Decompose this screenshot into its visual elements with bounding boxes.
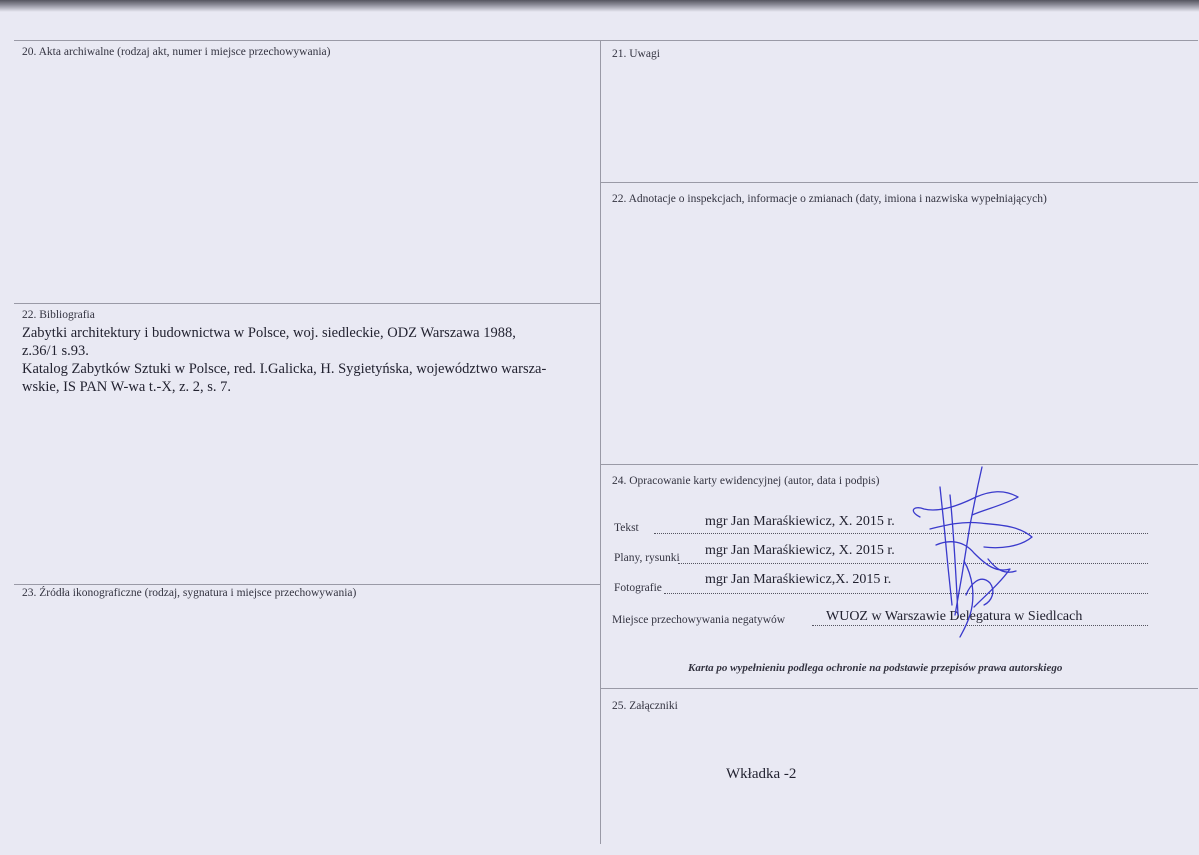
rule-24-25 [601, 688, 1198, 689]
rule-21-22 [601, 182, 1198, 183]
attachments-content: Wkładka -2 [726, 766, 797, 782]
bibliography-line: Zabytki architektury i budownictwa w Polsce, woj. siedleckie, ODZ Warszawa 1988, [22, 325, 516, 341]
negatives-label: Miejsce przechowywania negatywów [612, 614, 786, 626]
section-22-adnotacje-label: 22. Adnotacje o inspekcjach, informacje o zmianach (daty, imiona i nazwiska wypełniających) [612, 193, 1047, 205]
top-rule [14, 40, 1198, 41]
row-label-tekst: Tekst [614, 522, 639, 534]
scan-top-edge [0, 0, 1199, 12]
section-20-label: 20. Akta archiwalne (rodzaj akt, numer i miejsce przechowywania) [22, 46, 331, 58]
center-divider [600, 40, 601, 844]
row-label-fotografie: Fotografie [614, 582, 662, 594]
row-value-tekst: mgr Jan Maraśkiewicz, X. 2015 r. [705, 514, 895, 529]
bibliography-text [22, 324, 594, 396]
row-value-fotografie: mgr Jan Maraśkiewicz,X. 2015 r. [705, 572, 892, 587]
row-value-plany: mgr Jan Maraśkiewicz, X. 2015 r. [705, 543, 895, 558]
bibliography-line: z.36/1 s.93. [22, 343, 89, 359]
copyright-note: Karta po wypełnieniu podlega ochronie na podstawie przepisów prawa autorskiego [688, 662, 1063, 674]
section-24-label: 24. Opracowanie karty ewidencyjnej (autor, data i podpis) [612, 475, 880, 487]
bibliography-line: Katalog Zabytków Sztuki w Polsce, red. I.Galicka, H. Sygietyńska, województwo warsza- [22, 361, 547, 377]
section-22-bibliografia-label: 22. Bibliografia [22, 309, 95, 321]
negatives-value: WUOZ w Warszawie Delegatura w Siedlcach [826, 609, 1083, 624]
section-25-label: 25. Załączniki [612, 700, 678, 712]
row-label-plany: Plany, rysunki [614, 552, 680, 564]
section-21-label: 21. Uwagi [612, 48, 660, 60]
rule-20-22b [14, 303, 600, 304]
bibliography-line: wskie, IS PAN W-wa t.-X, z. 2, s. 7. [22, 379, 232, 395]
rule-22b-23 [14, 584, 600, 585]
section-23-label: 23. Źródła ikonograficzne (rodzaj, sygnatura i miejsce przechowywania) [22, 587, 357, 599]
handwritten-signature [900, 465, 1050, 640]
